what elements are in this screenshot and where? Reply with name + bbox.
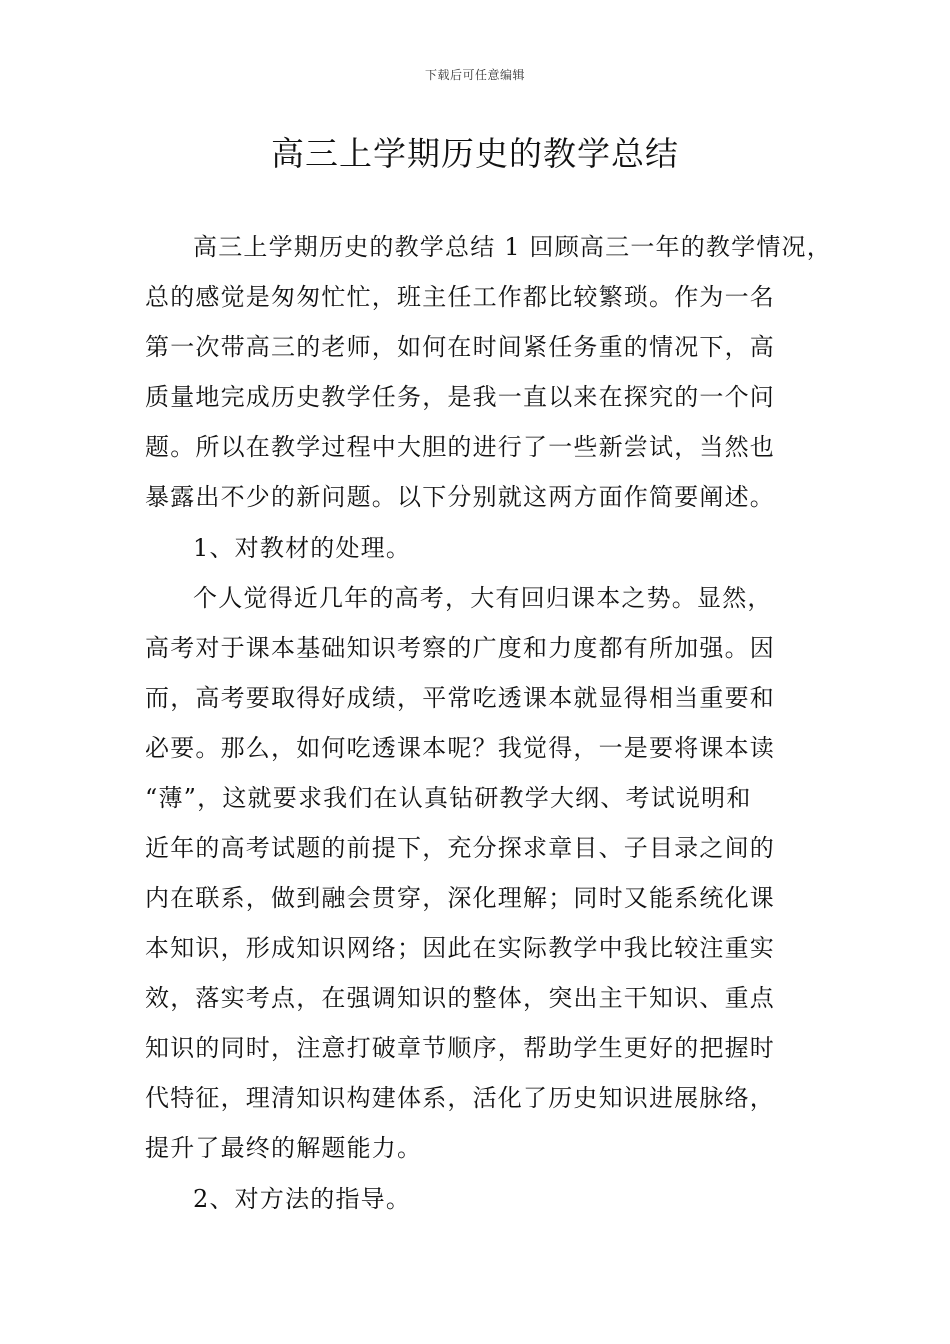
paragraph-line: 而，高考要取得好成绩，平常吃透课本就显得相当重要和 [145, 684, 775, 712]
paragraph-line: 题。所以在教学过程中大胆的进行了一些新尝试，当然也 [145, 433, 775, 461]
paragraph-line: 效，落实考点，在强调知识的整体，突出主干知识、重点 [145, 984, 775, 1012]
section-heading: 1、对教材的处理。 [193, 534, 412, 562]
paragraph-line: 第一次带高三的老师，如何在时间紧任务重的情况下，高 [145, 333, 775, 361]
paragraph-line: 本知识，形成知识网络；因此在实际教学中我比较注重实 [145, 934, 775, 962]
paragraph-line: 暴露出不少的新问题。以下分别就这两方面作简要阐述。 [145, 483, 775, 511]
paragraph-line: 内在联系，做到融会贯穿，深化理解；同时又能系统化课 [145, 884, 775, 912]
section-heading: 2、对方法的指导。 [193, 1185, 412, 1213]
paragraph-line: 高三上学期历史的教学总结 1 回顾高三一年的教学情况， [193, 233, 832, 261]
paragraph-line: 代特征，理清知识构建体系，活化了历史知识进展脉络， [145, 1084, 775, 1112]
paragraph-line: 知识的同时，注意打破章节顺序，帮助学生更好的把握时 [145, 1034, 775, 1062]
paragraph-line: 高考对于课本基础知识考察的广度和力度都有所加强。因 [145, 634, 775, 662]
paragraph-line: 近年的高考试题的前提下，充分探求章目、子目录之间的 [145, 834, 775, 862]
paragraph-line: “薄”，这就要求我们在认真钻研教学大纲、考试说明和 [145, 784, 752, 812]
paragraph-line: 质量地完成历史教学任务，是我一直以来在探究的一个问 [145, 383, 775, 411]
paragraph-line: 提升了最终的解题能力。 [145, 1134, 423, 1162]
document-title: 高三上学期历史的教学总结 [271, 134, 679, 173]
paragraph-line: 总的感觉是匆匆忙忙，班主任工作都比较繁琐。作为一名 [145, 283, 775, 311]
paragraph-line: 个人觉得近几年的高考，大有回归课本之势。显然， [193, 584, 773, 612]
paragraph-line: 必要。那么，如何吃透课本呢？我觉得，一是要将课本读 [145, 734, 775, 762]
header-note: 下载后可任意编辑 [424, 68, 525, 82]
